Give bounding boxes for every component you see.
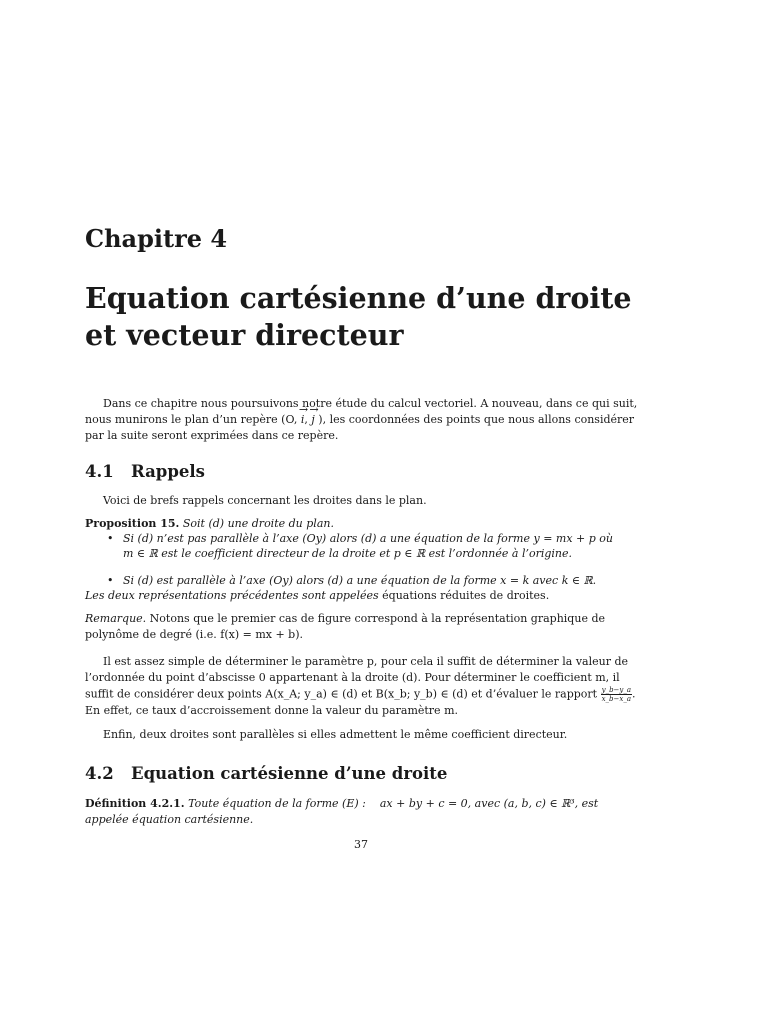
intro-paragraph xyxy=(85,396,637,444)
remark-line-2: polynôme de degré (i.e. f(x) = mx + b). xyxy=(85,628,303,641)
section-4-1-heading xyxy=(85,462,205,481)
chapter-label: Chapitre 4 xyxy=(85,224,228,253)
para2-line-4: En effet, ce taux d’accroissement donne la valeur du paramètre m. xyxy=(85,704,458,717)
definition-line-1 xyxy=(85,796,637,812)
page-number: 37 xyxy=(354,838,368,851)
para2-line-3: suffit de considérer deux points A(x_A; y_a) ∈ (d) et B(x_b; y_b) ∈ (d) et d’évaluer le rapport $\frac{y\_b-y\_a}{x\_b-x\_a}$ . xyxy=(85,686,636,703)
para2-line-3-text: suffit de considérer deux points A(x_A; y_a) ∈ (d) et B(x_b; y_b) ∈ (d) et d’évaluer le rapport xyxy=(85,687,598,701)
definition-text-a: Toute équation de la forme (E) : xyxy=(188,797,366,810)
intro-line-2-end: ), les coordonnées des points que nous allons considérer xyxy=(318,413,635,426)
rate-fraction xyxy=(601,686,632,703)
fraction-denominator: x_b−x_a xyxy=(601,695,632,703)
chapter-title xyxy=(85,280,632,354)
bullet-2-line: Si (d) est parallèle à l’axe (Oy) alors (d) a une équation de la forme x = k avec k ∈ ℝ. xyxy=(123,574,597,587)
definition-label: Définition 4.2.1. xyxy=(85,797,185,810)
proposition-15 xyxy=(85,516,637,603)
bullet-dot: • xyxy=(107,574,114,587)
proposition-closing xyxy=(85,588,637,603)
remark-label: Remarque. xyxy=(85,612,147,625)
definition-text-b: ax + by + c = 0, avec (a, b, c) ∈ ℝ³, est xyxy=(379,797,599,810)
section-lead: Voici de brefs rappels concernant les droites dans le plan. xyxy=(103,494,427,507)
definition-line-2: appelée équation cartésienne. xyxy=(85,813,254,826)
proposition-label: Proposition 15. xyxy=(85,517,180,530)
bullet-1-line-2: m ∈ ℝ est le coefficient directeur de la droite et p ∈ ℝ est l’ordonnée à l’origine. xyxy=(123,547,573,560)
bullet-dot: • xyxy=(107,532,114,545)
parameter-paragraph xyxy=(85,654,637,719)
closing-middle: équations xyxy=(382,589,437,602)
proposition-bullet-2 xyxy=(85,573,637,588)
para2-line-2: l’ordonnée du point d’abscisse 0 appartenant à la droite (d). Pour déterminer le coefficient m, il xyxy=(85,671,620,684)
vector-i: → i xyxy=(301,412,305,428)
remark-line-1 xyxy=(85,611,637,627)
intro-line-2: nous munirons le plan d’un repère (O, → i, → j ), les coordonnées des points que nous allons considérer xyxy=(85,412,637,428)
proposition-intro: Soit (d) une droite du plan. xyxy=(182,517,334,530)
section-title: Rappels xyxy=(131,462,205,481)
intro-line-3: par la suite seront exprimées dans ce repère. xyxy=(85,429,339,442)
intro-line-2-start: nous munirons le plan d’un repère (O, xyxy=(85,413,298,426)
section-title: Equation cartésienne d’une droite xyxy=(131,764,448,783)
para2-line-1: Il est assez simple de déterminer le paramètre p, pour cela il suffit de déterminer la valeur de xyxy=(103,655,629,668)
remark-paragraph xyxy=(85,611,637,643)
intro-line-1: Dans ce chapitre nous poursuivons notre étude du calcul vectoriel. A nouveau, dans ce qui suit, xyxy=(103,397,638,410)
vector-j: → j xyxy=(311,412,314,428)
chapter-title-line-1: Equation cartésienne d’une droite xyxy=(85,281,632,315)
section-number: 4.2 xyxy=(85,764,114,783)
parallel-paragraph: Enfin, deux droites sont parallèles si elles admettent le même coefficient directeur. xyxy=(103,728,568,741)
fraction-numerator: y_b−y_a xyxy=(601,686,632,694)
definition-4-2-1 xyxy=(85,796,637,828)
chapter-title-line-2: et vecteur directeur xyxy=(85,318,404,352)
section-4-2-heading xyxy=(85,764,447,783)
closing-end: réduites de droites. xyxy=(440,589,550,602)
bullet-1-line-1: Si (d) n’est pas parallèle à l’axe (Oy) alors (d) a une équation de la forme y = mx + p où xyxy=(123,532,614,545)
proposition-header xyxy=(85,516,637,531)
closing-start: Les deux représentations précédentes sont appelées xyxy=(85,589,379,602)
remark-text-1: Notons que le premier cas de figure correspond à la représentation graphique de xyxy=(149,612,605,625)
section-number: 4.1 xyxy=(85,462,114,481)
proposition-bullet-1 xyxy=(85,531,637,561)
